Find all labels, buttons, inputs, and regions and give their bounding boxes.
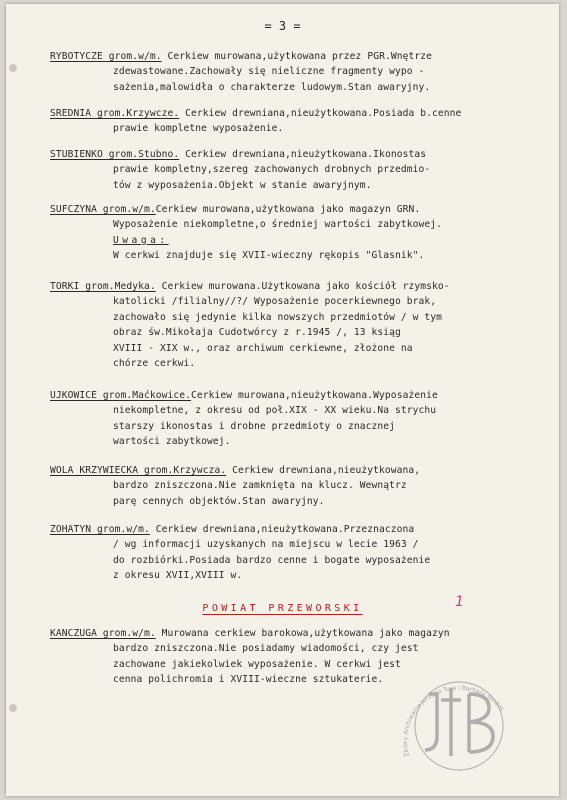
entry-heading: RYBOTYCZE grom.w/m. bbox=[50, 51, 162, 62]
entry-text: / wg informacji uzyskanych na miejscu w lecie 1963 / bbox=[113, 539, 419, 551]
entry-text: starszy ikonostas i drobne przedmioty o znacznej bbox=[113, 420, 396, 432]
note-text: W cerkwi znajduje się XVII-wieczny rękopis "Glasnik". bbox=[113, 250, 425, 262]
entry-text: zdewastowane.Zachowały się nieliczne fragmenty wypo - bbox=[113, 66, 425, 78]
entry-heading: SUFCZYNA grom.w/m. bbox=[50, 204, 156, 215]
entry-text: prawie kompletne wyposażenie. bbox=[113, 123, 284, 135]
entry-text: parę cennych objektów.Stan awaryjny. bbox=[113, 495, 325, 507]
entry-heading: KANCZUGA grom.w/m. bbox=[50, 628, 156, 639]
entry-srednia bbox=[50, 106, 551, 137]
entry-text: Cerkiew drewniana,nieużytkowana, bbox=[226, 465, 421, 476]
stamp-ring-text: Zbiory Archiwalne Jerzego Tura i Barbary Tondos bbox=[401, 684, 506, 758]
entry-text: zachowane jakiekolwiek wyposażenie. W cerkwi jest bbox=[113, 658, 401, 670]
entry-heading: WOLA KRZYWIECKA grom.Krzywcza. bbox=[50, 465, 227, 476]
entry-text: sażenia,malowidła o charakterze ludowym.Stan awaryjny. bbox=[113, 81, 431, 93]
entry-text: chórze cerkwi. bbox=[113, 358, 196, 370]
entry-torki bbox=[50, 279, 551, 371]
entry-text: katolicki /filialny//?/ Wyposażenie pocerkiewnego brak, bbox=[113, 296, 437, 308]
entry-text: Wyposażenie niekompletne,o średniej wartości zabytkowej. bbox=[113, 219, 443, 231]
entry-heading: UJKOWICE grom.Maćkowice. bbox=[50, 390, 192, 401]
entry-heading: TORKI grom.Medyka. bbox=[50, 281, 156, 292]
handwritten-mark: 1 bbox=[455, 594, 464, 610]
entry-text: Murowana cerkiew barokowa,użytkowana jako magazyn bbox=[155, 628, 450, 639]
entry-text: wartości zabytkowej. bbox=[113, 436, 231, 448]
entry-heading: STUBIENKO grom.Stubno. bbox=[50, 149, 180, 160]
entry-text: zachowało się jedynie kilka nowszych przedmiotów / w tym bbox=[113, 311, 443, 323]
punch-hole bbox=[9, 704, 17, 712]
entry-sufczyna bbox=[50, 202, 551, 264]
entry-text: niekompletne, z okresu od poł.XIX - XX wieku.Na strychu bbox=[113, 405, 437, 417]
entry-text: Cerkiew murowana,nieużytkowana.Wyposażenie bbox=[191, 390, 438, 401]
archive-stamp bbox=[389, 666, 529, 776]
entry-text: tów z wyposażenia.Objekt w stanie awaryjnym. bbox=[113, 179, 372, 191]
entry-text: z okresu XVII,XVIII w. bbox=[113, 570, 243, 582]
entry-text: Cerkiew murowana.Użytkowana jako kościół rzymsko- bbox=[155, 281, 450, 292]
entry-text: Cerkiew murowana,użytkowana jako magazyn GRN. bbox=[155, 204, 421, 215]
entry-stubienko bbox=[50, 147, 551, 193]
entry-text: Cerkiew drewniana,nieużytkowana.Ikonostas bbox=[179, 149, 427, 160]
entry-text: bardzo zniszczona.Nie posiadamy wiadomości, czy jest bbox=[113, 643, 419, 655]
entry-text: Cerkiew drewniana,nieużytkowana.Posiada b.cenne bbox=[179, 108, 462, 119]
entry-text: prawie kompletny,szereg zachowanych drobnych przedmio- bbox=[113, 164, 431, 176]
entry-text: Cerkiew murowana,użytkowana przez PGR.Wnętrze bbox=[161, 51, 432, 62]
entry-heading: SREDNIA grom.Krzywcze. bbox=[50, 108, 180, 119]
entry-text: XVIII - XIX w., oraz archiwum cerkiewne, złożone na bbox=[113, 342, 413, 354]
entry-zohatyn bbox=[50, 522, 551, 584]
entry-wola-krzywiecka bbox=[50, 463, 551, 509]
entry-text: Cerkiew drewniana,nieużytkowana.Przeznaczona bbox=[149, 524, 415, 535]
entry-text: do rozbiórki.Posiada bardzo cenne i bogate wyposażenie bbox=[113, 554, 431, 566]
entry-ujkowice bbox=[50, 388, 551, 450]
entry-heading: ZOHATYN grom.w/m. bbox=[50, 524, 150, 535]
page-number: = 3 = bbox=[264, 19, 301, 33]
entry-text: obraz św.Mikołaja Cudotwórcy z r.1945 /, 13 ksiąg bbox=[113, 327, 401, 339]
note-heading: Uwaga: bbox=[113, 234, 169, 246]
entry-rybotycze bbox=[50, 49, 551, 95]
document-page bbox=[6, 4, 559, 796]
section-title: POWIAT PRZEWORSKI bbox=[202, 603, 363, 614]
punch-hole bbox=[9, 64, 17, 72]
entry-text: bardzo zniszczona.Nie zamknięta na klucz. Wewnątrz bbox=[113, 480, 407, 492]
entry-text: cenna polichromia i XVIII-wieczne sztukaterie. bbox=[113, 674, 384, 686]
